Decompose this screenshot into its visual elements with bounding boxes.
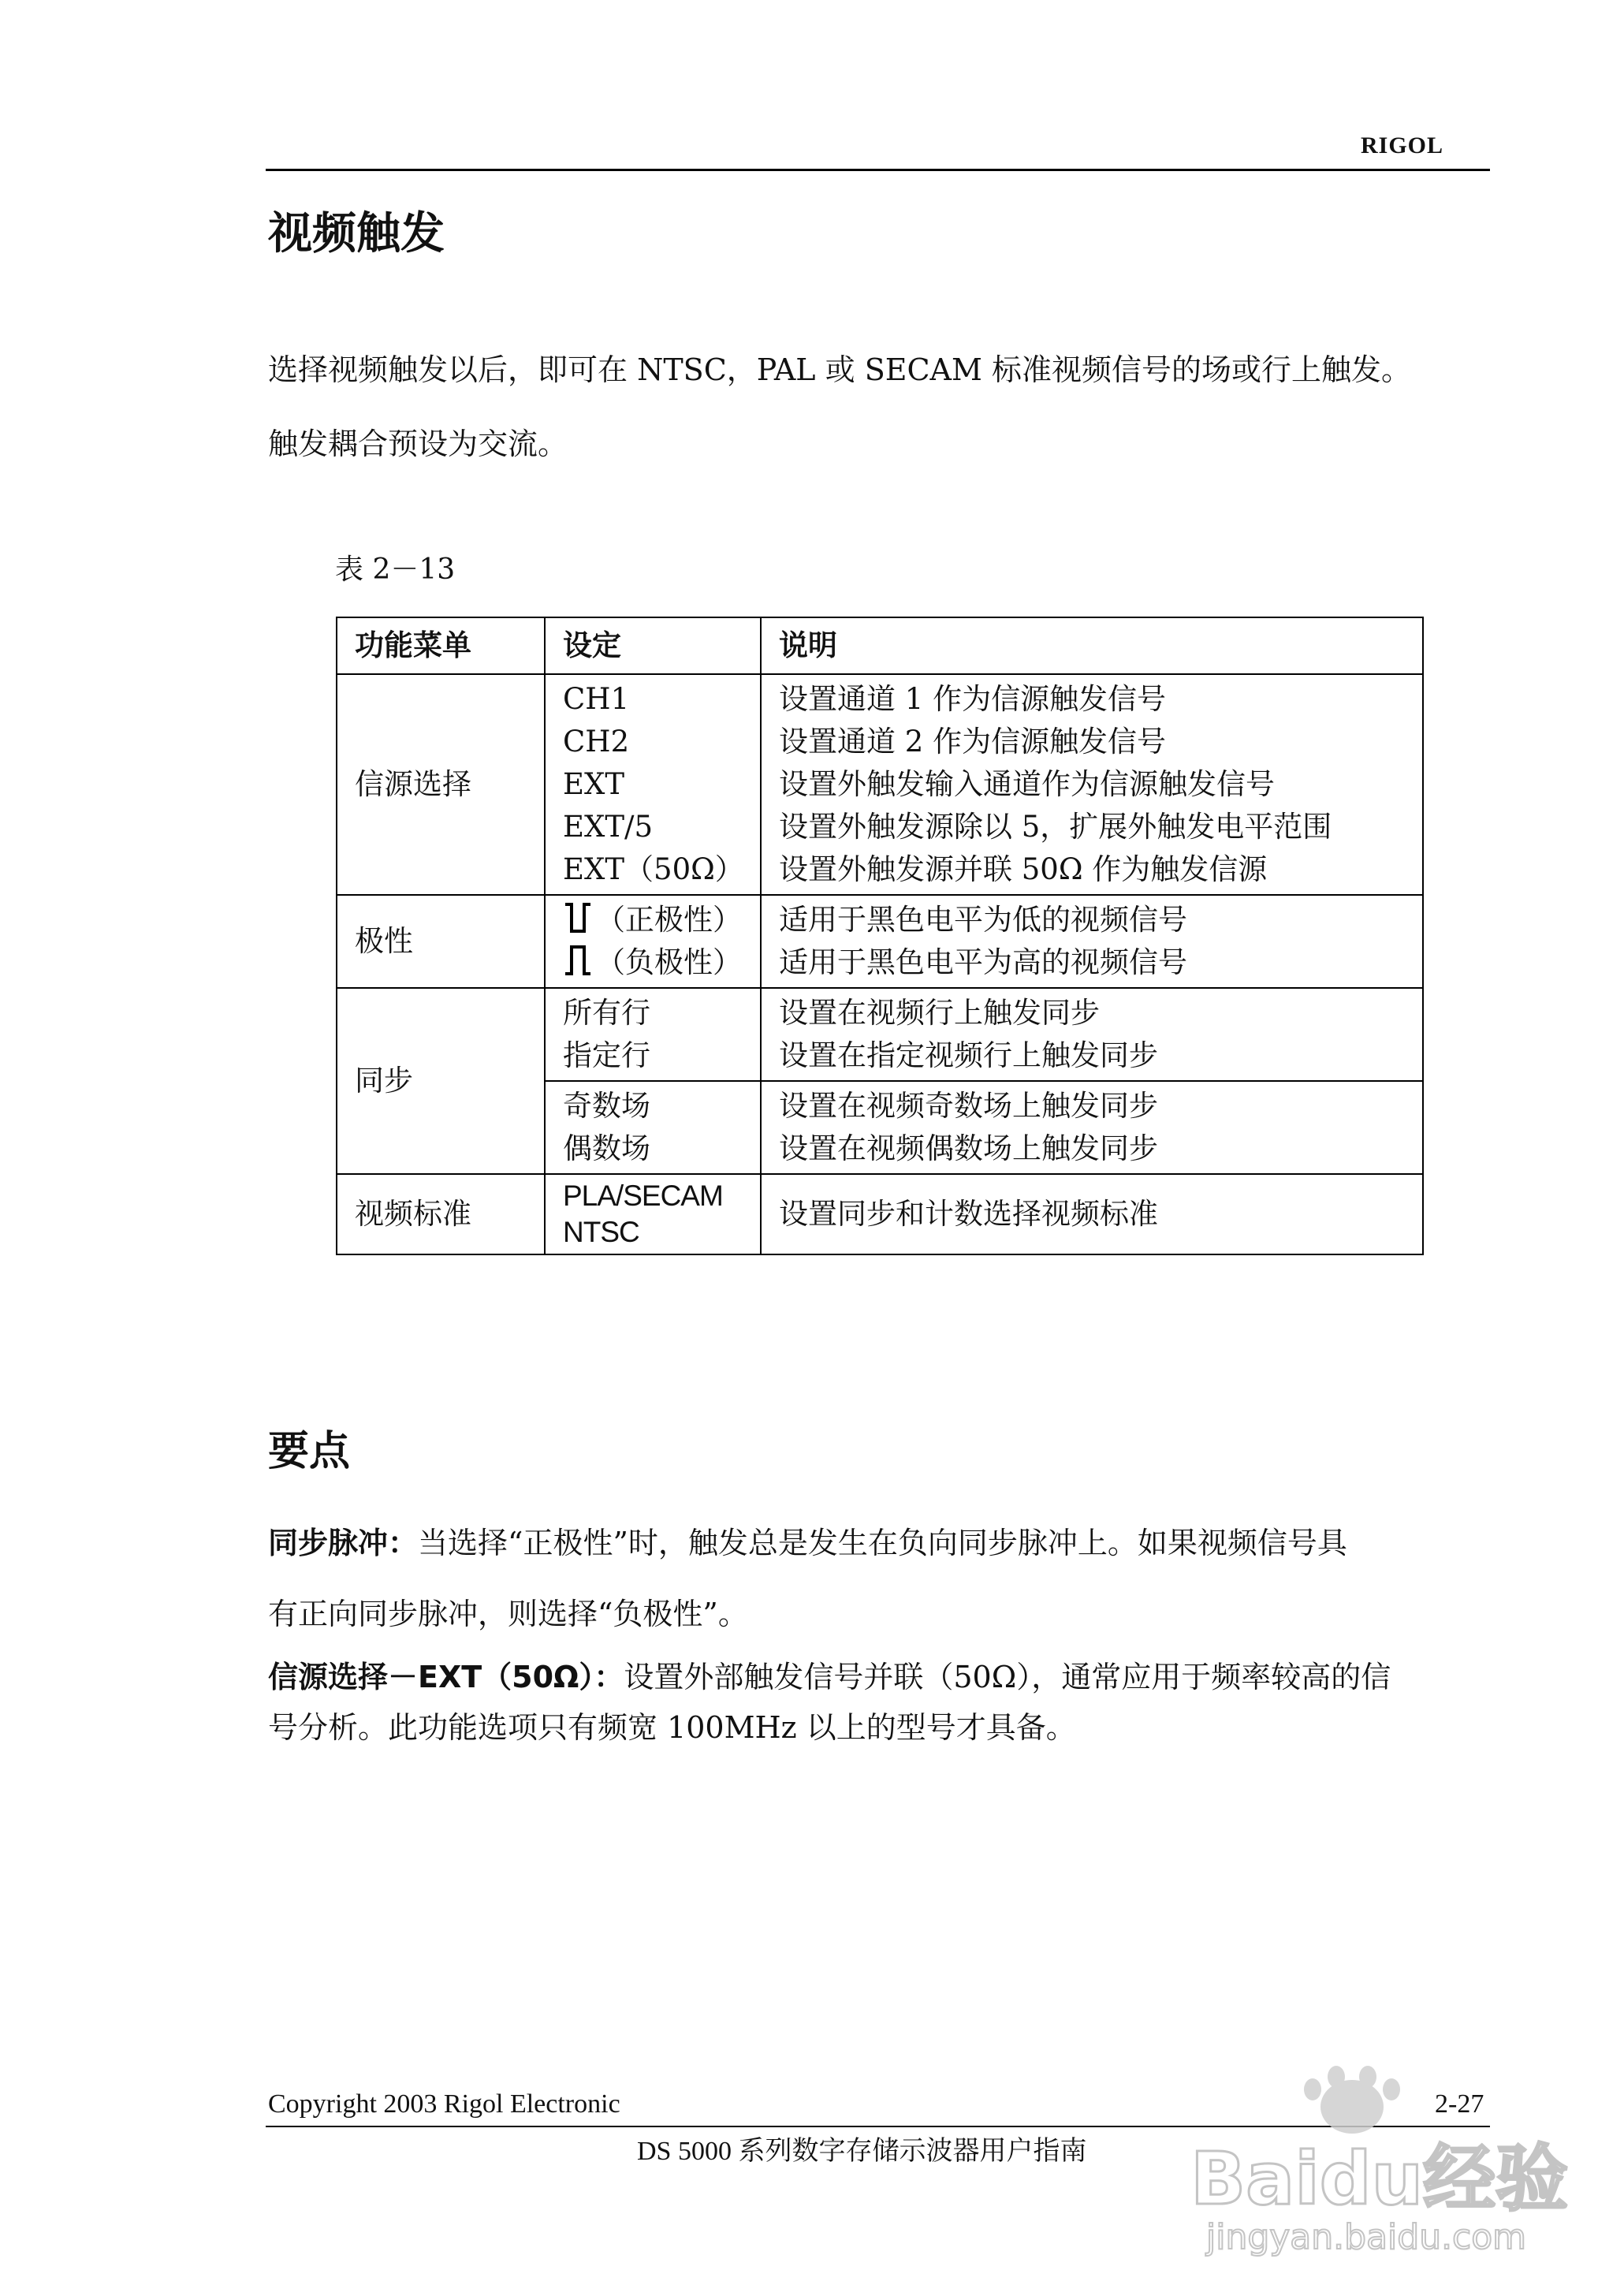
setting-ext5: EXT/5 [563, 810, 654, 844]
desc-ext50: 设置外触发源并联 50Ω 作为触发信源 [779, 852, 1268, 886]
setting-negative-label: （负极性） [596, 945, 742, 979]
key-point-2-text: 设置外部触发信号并联（50Ω），通常应用于频率较高的信 [624, 1660, 1391, 1694]
descs-polarity [761, 895, 1423, 988]
key-point-2 [268, 1653, 1391, 1696]
setting-ext50: EXT（50Ω） [563, 852, 744, 886]
key-point-1-text: 当选择“正极性”时，触发总是发生在负向同步脉冲上。如果视频信号具 [418, 1526, 1347, 1560]
footer-manual-title: DS 5000 系列数字存储示波器用户指南 [637, 2137, 1087, 2166]
setting-all-lines: 所有行 [563, 996, 650, 1030]
setting-ntsc: NTSC [563, 1216, 639, 1248]
brand-logo: RIGOL [1361, 132, 1444, 158]
negative-polarity-icon [563, 944, 593, 977]
header-menu: 功能菜单 [337, 617, 545, 674]
desc-ext5: 设置外触发源除以 5，扩展外触发电平范围 [779, 810, 1332, 844]
setting-even-field: 偶数场 [563, 1131, 650, 1165]
table-row-polarity [337, 895, 1423, 988]
settings-standard [545, 1174, 761, 1254]
setting-ext: EXT [563, 767, 625, 801]
setting-odd-field: 奇数场 [563, 1089, 650, 1123]
setting-positive-label: （正极性） [596, 903, 742, 937]
setting-ch2: CH2 [563, 725, 630, 758]
table-header-row [337, 617, 1423, 674]
positive-polarity-icon [563, 901, 593, 934]
footer-page-number: 2-27 [1435, 2089, 1484, 2119]
desc-negative: 适用于黑色电平为高的视频信号 [779, 945, 1187, 979]
settings-sync-lines [545, 988, 761, 1081]
video-trigger-table [336, 617, 1424, 1255]
settings-polarity [545, 895, 761, 988]
table-row-sync-lines [337, 988, 1423, 1081]
watermark-logo: Baidu经验 [1190, 2137, 1569, 2221]
table-row-source [337, 674, 1423, 895]
desc-even-field: 设置在视频偶数场上触发同步 [779, 1131, 1158, 1165]
key-point-1-line-2: 有正向同步脉冲，则选择“负极性”。 [268, 1597, 748, 1631]
baidu-watermark [1143, 2058, 1585, 2263]
desc-ext: 设置外触发输入通道作为信源触发信号 [779, 767, 1275, 801]
key-point-1-label: 同步脉冲： [268, 1526, 419, 1560]
menu-polarity: 极性 [337, 895, 545, 988]
descs-source [761, 674, 1423, 895]
menu-standard: 视频标准 [337, 1174, 545, 1254]
table-caption: 表 2－13 [335, 554, 456, 586]
header-rule [266, 169, 1490, 171]
desc-line-num: 设置在指定视频行上触发同步 [779, 1038, 1158, 1072]
desc-standard: 设置同步和计数选择视频标准 [761, 1174, 1423, 1254]
setting-positive [563, 899, 744, 941]
key-points-title: 要点 [268, 1428, 351, 1475]
menu-source: 信源选择 [337, 674, 545, 895]
desc-positive: 适用于黑色电平为低的视频信号 [779, 903, 1187, 937]
desc-odd-field: 设置在视频奇数场上触发同步 [779, 1089, 1158, 1123]
setting-pal-secam: PLA/SECAM [563, 1180, 723, 1212]
key-point-1 [268, 1519, 1347, 1562]
header-desc: 说明 [761, 617, 1423, 674]
descs-sync-lines [761, 988, 1423, 1081]
header-setting: 设定 [545, 617, 761, 674]
desc-ch2: 设置通道 2 作为信源触发信号 [779, 725, 1167, 758]
menu-sync: 同步 [337, 988, 545, 1174]
settings-sync-fields [545, 1081, 761, 1174]
key-point-2-line-2: 号分析。此功能选项只有频宽 100MHz 以上的型号才具备。 [268, 1710, 1076, 1745]
descs-sync-fields [761, 1081, 1423, 1174]
intro-line-1: 选择视频触发以后，即可在 NTSC，PAL 或 SECAM 标准视频信号的场或行上触发。 [268, 352, 1411, 387]
settings-source [545, 674, 761, 895]
key-point-2-label: 信源选择－EXT（50Ω）： [268, 1660, 624, 1694]
setting-ch1: CH1 [563, 682, 630, 716]
footer-copyright: Copyright 2003 Rigol Electronic [268, 2089, 620, 2119]
desc-all-lines: 设置在视频行上触发同步 [779, 996, 1100, 1030]
intro-line-2: 触发耦合预设为交流。 [268, 427, 568, 461]
setting-line-num: 指定行 [563, 1038, 650, 1072]
setting-negative [563, 941, 744, 984]
section-title: 视频触发 [268, 208, 445, 259]
watermark-url: jingyan.baidu.com [1206, 2217, 1527, 2257]
desc-ch1: 设置通道 1 作为信源触发信号 [779, 682, 1167, 716]
table-row-standard [337, 1174, 1423, 1254]
